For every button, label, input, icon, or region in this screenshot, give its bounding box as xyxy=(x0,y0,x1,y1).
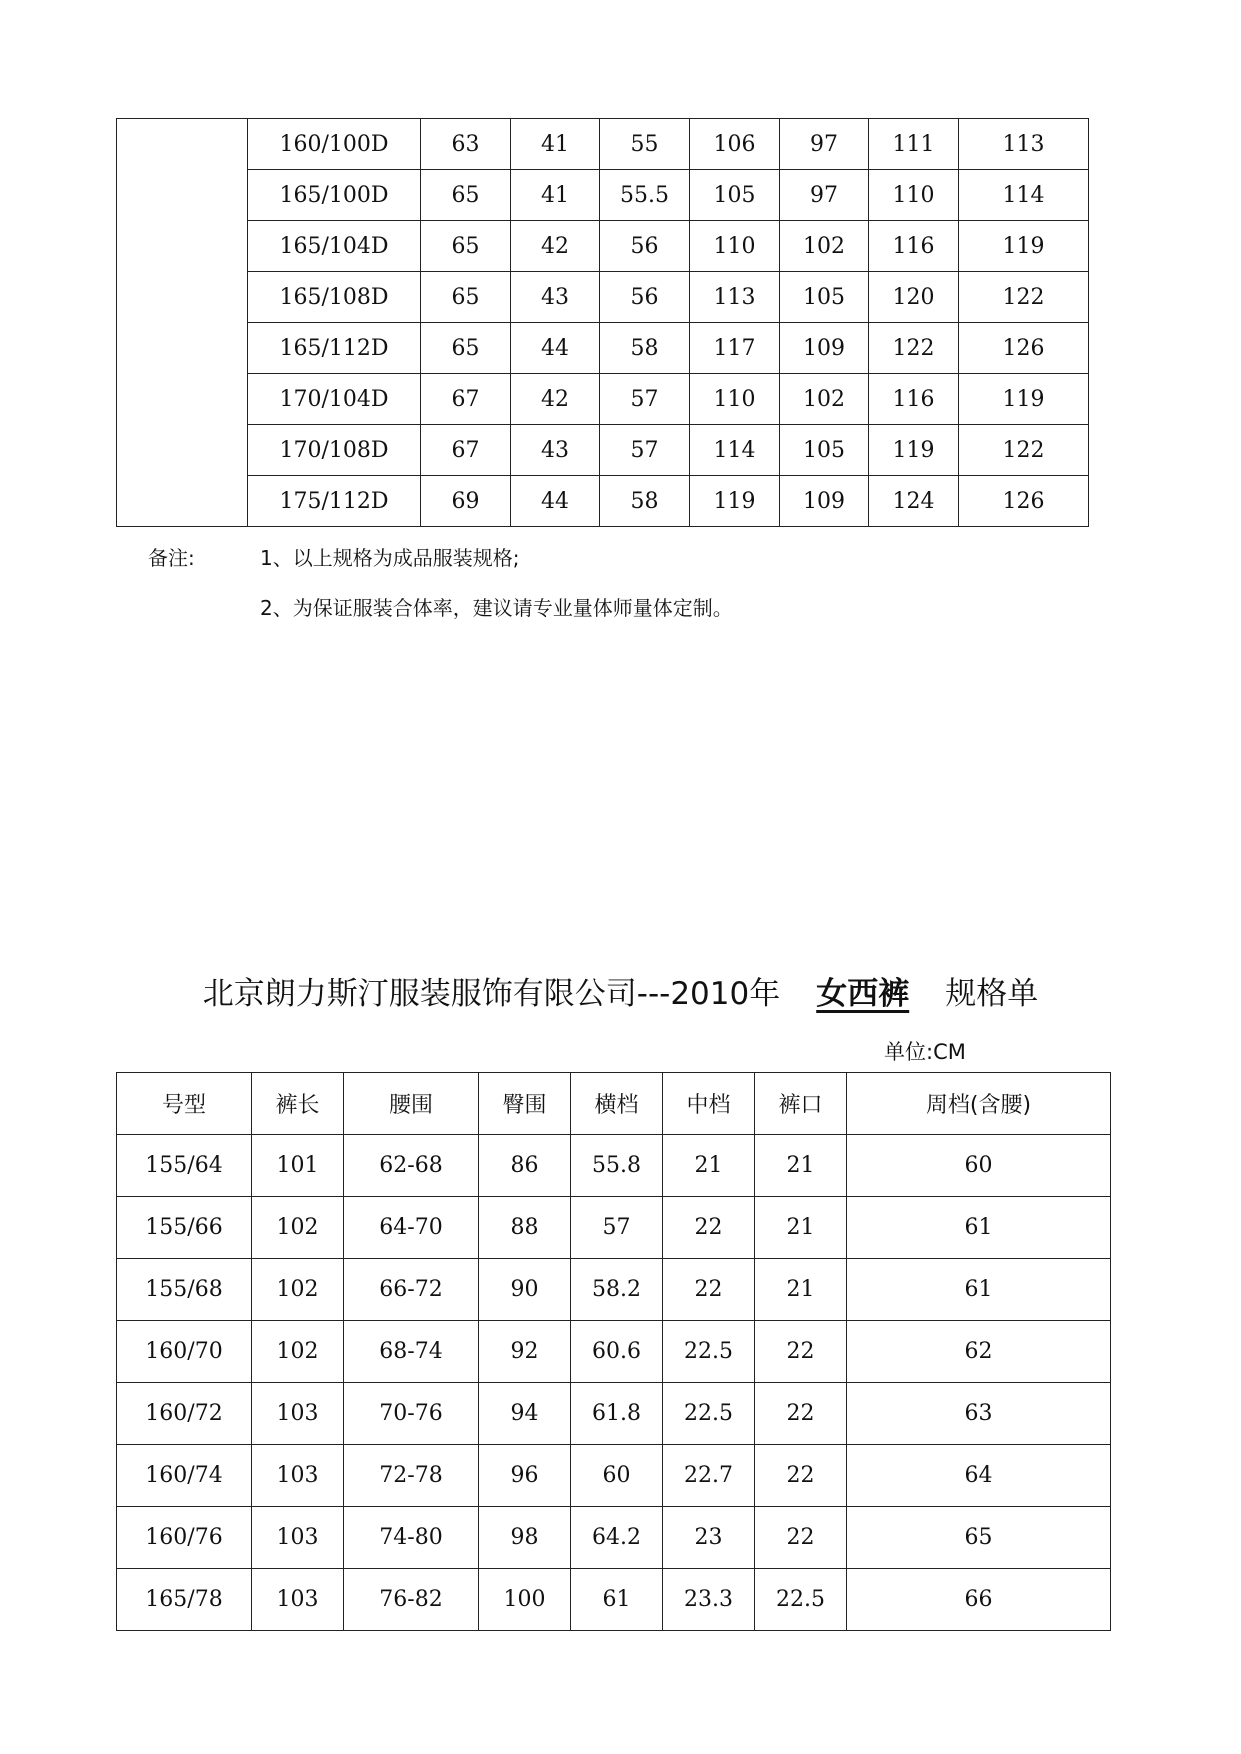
table-cell: 43 xyxy=(511,272,600,323)
header-length: 裤长 xyxy=(252,1073,344,1135)
table-cell: 69 xyxy=(421,476,511,527)
table-row xyxy=(117,1383,1111,1445)
table-cell: 60 xyxy=(847,1135,1111,1197)
table-cell: 57 xyxy=(600,374,690,425)
table-cell: 44 xyxy=(511,476,600,527)
top-spec-table xyxy=(116,118,1089,527)
table-cell: 67 xyxy=(421,425,511,476)
table-cell: 103 xyxy=(252,1383,344,1445)
table-cell: 86 xyxy=(479,1135,571,1197)
title-suffix: 规格单 xyxy=(945,976,1039,1012)
table-cell: 120 xyxy=(869,272,959,323)
table-cell: 64-70 xyxy=(344,1197,479,1259)
table-row xyxy=(117,476,1089,527)
table-cell: 62 xyxy=(847,1321,1111,1383)
table-cell: 22 xyxy=(755,1383,847,1445)
table-cell: 43 xyxy=(511,425,600,476)
table-cell: 42 xyxy=(511,374,600,425)
table-cell: 61 xyxy=(847,1197,1111,1259)
table-cell: 102 xyxy=(252,1197,344,1259)
table-cell: 22 xyxy=(755,1507,847,1569)
table-row xyxy=(117,1135,1111,1197)
table-cell: 65 xyxy=(847,1507,1111,1569)
table-cell: 22 xyxy=(663,1197,755,1259)
table-cell: 98 xyxy=(479,1507,571,1569)
table-cell: 119 xyxy=(959,221,1089,272)
table-cell: 116 xyxy=(869,374,959,425)
table-cell: 61 xyxy=(571,1569,663,1631)
table-cell: 165/108D xyxy=(248,272,421,323)
table-cell: 122 xyxy=(959,272,1089,323)
table-cell: 114 xyxy=(959,170,1089,221)
table-cell: 92 xyxy=(479,1321,571,1383)
table-cell: 97 xyxy=(780,170,869,221)
table-cell: 22.5 xyxy=(663,1321,755,1383)
table-cell: 101 xyxy=(252,1135,344,1197)
table-cell: 165/100D xyxy=(248,170,421,221)
table-cell: 170/108D xyxy=(248,425,421,476)
table-cell: 67 xyxy=(421,374,511,425)
table-cell: 62-68 xyxy=(344,1135,479,1197)
pants-spec-table xyxy=(116,1072,1111,1631)
table-cell: 94 xyxy=(479,1383,571,1445)
table-cell: 21 xyxy=(755,1135,847,1197)
table-cell: 122 xyxy=(959,425,1089,476)
table-cell: 23 xyxy=(663,1507,755,1569)
table-row xyxy=(117,1197,1111,1259)
table-cell: 160/74 xyxy=(117,1445,252,1507)
table-cell: 65 xyxy=(421,221,511,272)
table-cell: 22 xyxy=(663,1259,755,1321)
table-cell: 155/64 xyxy=(117,1135,252,1197)
table-cell: 21 xyxy=(663,1135,755,1197)
table-cell: 111 xyxy=(869,119,959,170)
table-row xyxy=(117,221,1089,272)
table-cell: 74-80 xyxy=(344,1507,479,1569)
table-cell: 61 xyxy=(847,1259,1111,1321)
title-product: 女西裤 xyxy=(816,976,910,1012)
header-knee: 中档 xyxy=(663,1073,755,1135)
table-cell: 56 xyxy=(600,221,690,272)
header-rise: 周档(含腰) xyxy=(847,1073,1111,1135)
table-cell: 110 xyxy=(690,221,780,272)
pants-spec-header xyxy=(117,1073,1111,1135)
header-waist: 腰围 xyxy=(344,1073,479,1135)
table-cell: 60 xyxy=(571,1445,663,1507)
table-cell: 97 xyxy=(780,119,869,170)
table-cell: 105 xyxy=(780,272,869,323)
table-cell: 41 xyxy=(511,170,600,221)
table-cell: 103 xyxy=(252,1569,344,1631)
table-cell: 21 xyxy=(755,1197,847,1259)
table-cell: 55 xyxy=(600,119,690,170)
table-cell: 55.5 xyxy=(600,170,690,221)
top-spec-body xyxy=(117,119,1089,527)
table-cell: 119 xyxy=(869,425,959,476)
table-cell: 66-72 xyxy=(344,1259,479,1321)
table-cell: 102 xyxy=(252,1259,344,1321)
table-cell: 61.8 xyxy=(571,1383,663,1445)
table-cell: 68-74 xyxy=(344,1321,479,1383)
header-thigh: 横档 xyxy=(571,1073,663,1135)
table-cell: 126 xyxy=(959,476,1089,527)
table-cell: 117 xyxy=(690,323,780,374)
table-cell: 22.5 xyxy=(663,1383,755,1445)
table-cell: 155/66 xyxy=(117,1197,252,1259)
table-cell: 165/78 xyxy=(117,1569,252,1631)
document-title xyxy=(0,968,1241,1013)
table-row xyxy=(117,1445,1111,1507)
table-cell: 109 xyxy=(780,476,869,527)
table-cell: 57 xyxy=(571,1197,663,1259)
table-cell: 23.3 xyxy=(663,1569,755,1631)
category-cell xyxy=(117,119,248,527)
table-row xyxy=(117,1259,1111,1321)
table-cell: 57 xyxy=(600,425,690,476)
table-cell: 103 xyxy=(252,1445,344,1507)
header-hip: 臀围 xyxy=(479,1073,571,1135)
table-cell: 58 xyxy=(600,476,690,527)
table-cell: 102 xyxy=(252,1321,344,1383)
table-cell: 72-78 xyxy=(344,1445,479,1507)
table-cell: 109 xyxy=(780,323,869,374)
table-cell: 58 xyxy=(600,323,690,374)
table-cell: 22 xyxy=(755,1445,847,1507)
table-cell: 96 xyxy=(479,1445,571,1507)
table-cell: 63 xyxy=(421,119,511,170)
table-cell: 76-82 xyxy=(344,1569,479,1631)
table-cell: 22 xyxy=(755,1321,847,1383)
table-cell: 170/104D xyxy=(248,374,421,425)
table-cell: 21 xyxy=(755,1259,847,1321)
table-cell: 124 xyxy=(869,476,959,527)
table-row xyxy=(117,170,1089,221)
table-cell: 64.2 xyxy=(571,1507,663,1569)
header-size: 号型 xyxy=(117,1073,252,1135)
table-cell: 113 xyxy=(959,119,1089,170)
table-cell: 41 xyxy=(511,119,600,170)
pants-spec-body xyxy=(117,1135,1111,1631)
table-cell: 113 xyxy=(690,272,780,323)
table-cell: 63 xyxy=(847,1383,1111,1445)
table-cell: 122 xyxy=(869,323,959,374)
table-cell: 102 xyxy=(780,221,869,272)
table-cell: 88 xyxy=(479,1197,571,1259)
table-cell: 160/100D xyxy=(248,119,421,170)
table-cell: 126 xyxy=(959,323,1089,374)
table-row xyxy=(117,272,1089,323)
table-cell: 119 xyxy=(959,374,1089,425)
table-cell: 160/70 xyxy=(117,1321,252,1383)
table-cell: 44 xyxy=(511,323,600,374)
table-cell: 56 xyxy=(600,272,690,323)
table-cell: 55.8 xyxy=(571,1135,663,1197)
note-item-2: 2、为保证服装合体率，建议请专业量体师量体定制。 xyxy=(260,596,733,620)
table-row xyxy=(117,374,1089,425)
note-item-1: 1、以上规格为成品服装规格; xyxy=(260,546,520,570)
title-prefix: 北京朗力斯汀服装服饰有限公司---2010年 xyxy=(202,976,781,1012)
table-cell: 58.2 xyxy=(571,1259,663,1321)
table-cell: 116 xyxy=(869,221,959,272)
table-cell: 64 xyxy=(847,1445,1111,1507)
table-cell: 65 xyxy=(421,323,511,374)
table-cell: 22.5 xyxy=(755,1569,847,1631)
table-row xyxy=(117,1321,1111,1383)
table-row xyxy=(117,1569,1111,1631)
table-cell: 110 xyxy=(690,374,780,425)
table-row xyxy=(117,1507,1111,1569)
table-cell: 105 xyxy=(690,170,780,221)
table-cell: 110 xyxy=(869,170,959,221)
table-cell: 65 xyxy=(421,272,511,323)
table-cell: 66 xyxy=(847,1569,1111,1631)
table-cell: 106 xyxy=(690,119,780,170)
table-cell: 65 xyxy=(421,170,511,221)
table-row xyxy=(117,323,1089,374)
table-cell: 103 xyxy=(252,1507,344,1569)
table-cell: 60.6 xyxy=(571,1321,663,1383)
table-cell: 22.7 xyxy=(663,1445,755,1507)
table-cell: 119 xyxy=(690,476,780,527)
header-hem: 裤口 xyxy=(755,1073,847,1135)
table-cell: 102 xyxy=(780,374,869,425)
table-cell: 105 xyxy=(780,425,869,476)
table-cell: 160/76 xyxy=(117,1507,252,1569)
table-cell: 160/72 xyxy=(117,1383,252,1445)
header-row xyxy=(117,1073,1111,1135)
notes-label: 备注: xyxy=(148,546,195,570)
table-cell: 70-76 xyxy=(344,1383,479,1445)
table-cell: 90 xyxy=(479,1259,571,1321)
table-row xyxy=(117,119,1089,170)
table-cell: 42 xyxy=(511,221,600,272)
table-cell: 155/68 xyxy=(117,1259,252,1321)
table-cell: 100 xyxy=(479,1569,571,1631)
table-cell: 165/104D xyxy=(248,221,421,272)
table-row xyxy=(117,425,1089,476)
table-cell: 114 xyxy=(690,425,780,476)
table-cell: 165/112D xyxy=(248,323,421,374)
unit-label: 单位:CM xyxy=(884,1040,966,1064)
table-cell: 175/112D xyxy=(248,476,421,527)
